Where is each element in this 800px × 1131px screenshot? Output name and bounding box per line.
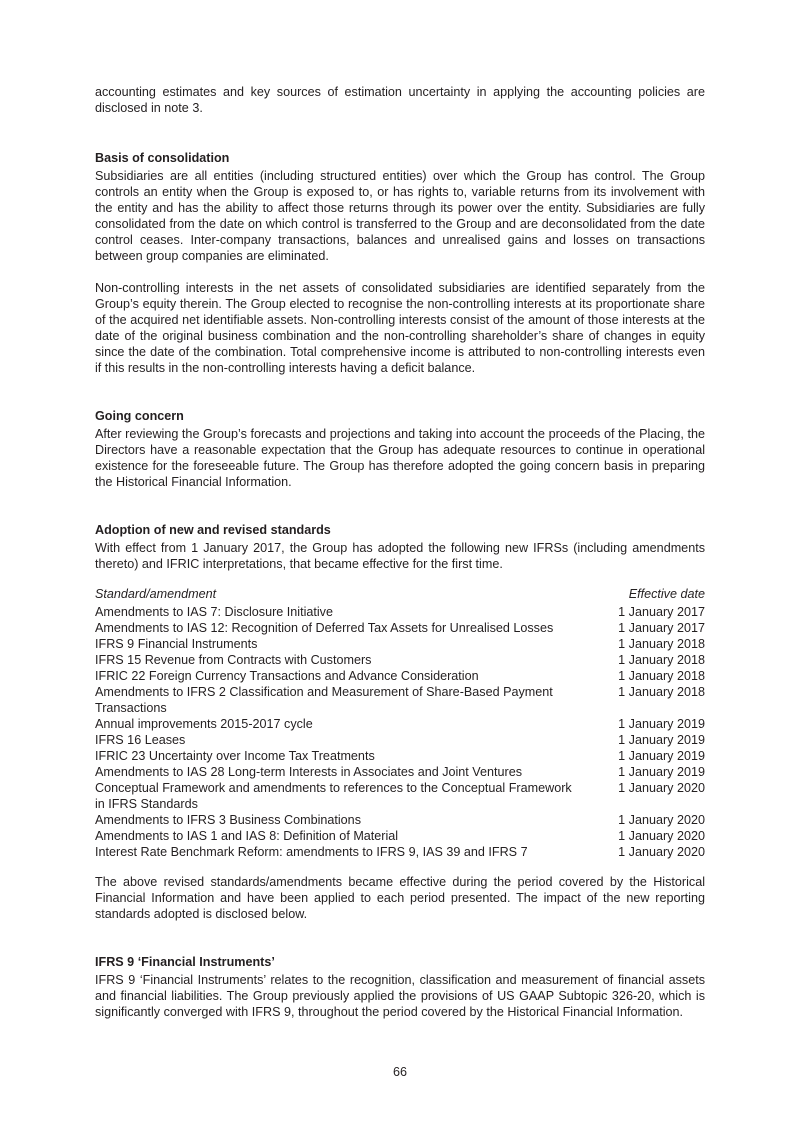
table-row [95,684,705,716]
page-number: 66 [392,1065,407,1079]
table-row [95,620,705,636]
standard-name: IFRS 9 Financial Instruments [95,637,258,651]
adoption-paragraph-2: The above revised standards/amendments became effective during the period covered by the Historical Financial Information and have been applied to each period presented. The impact of the new reporting standards adopted is disclosed below. [95,875,705,921]
effective-date: 1 January 2019 [618,733,705,747]
table-row [95,652,705,668]
table-row [95,844,705,860]
column-standard: Standard/amendment [95,587,217,601]
standard-name: Annual improvements 2015-2017 cycle [95,717,313,731]
basis-paragraph-1: Subsidiaries are all entities (including structured entities) over which the Group has control. The Group controls an entity when the Group is exposed to, or has rights to, variable returns from its involvement with the entity and has the ability to affect those returns through its power over the entity. Subsidiaries are fully consolidated from the date on which control is transferred to the Group and are deconsolidated from the date control ceases. Inter-company transactions, balances and unrealised gains and losses on transactions between group companies are eliminated. [95,169,705,263]
adoption-paragraph-1: With effect from 1 January 2017, the Group has adopted the following new IFRSs (including amendments thereto) and IFRIC interpretations, that became effective for the first time. [95,541,705,571]
standard-name: Amendments to IAS 28 Long-term Interests in Associates and Joint Ventures [95,765,523,779]
adoption-section [95,522,705,922]
table-row [95,764,705,780]
table-row [95,828,705,844]
standard-name: IFRS 15 Revenue from Contracts with Customers [95,653,372,667]
standard-name: Conceptual Framework and amendments to references to the Conceptual Framework in IFRS Standards [95,781,572,811]
effective-date: 1 January 2020 [618,813,705,827]
effective-date: 1 January 2017 [618,621,705,635]
page-content [95,84,705,1020]
standard-name: IFRIC 22 Foreign Currency Transactions and Advance Consideration [95,669,479,683]
table-row [95,716,705,732]
table-row [95,780,705,812]
ifrs9-heading: IFRS 9 ‘Financial Instruments’ [95,955,275,969]
table-row [95,636,705,652]
adoption-heading: Adoption of new and revised standards [95,523,331,537]
column-effective-date: Effective date [628,587,705,601]
basis-paragraph-2: Non-controlling interests in the net assets of consolidated subsidiaries are identified separately from the Group’s equity therein. The Group elected to recognise the non-controlling interests at its proportionate share of the acquired net identifiable assets. Non-controlling interests consist of the amount of those interests at the date of the original business combination and the non-controlling shareholder’s share of changes in equity since the date of the combination. Total comprehensive income is attributed to non-controlling interests even if this results in the non-controlling interests having a deficit balance. [95,281,705,375]
effective-date: 1 January 2018 [618,637,705,651]
effective-date: 1 January 2018 [618,685,705,699]
ifrs9-section [95,954,705,1020]
standard-name: Amendments to IFRS 2 Classification and Measurement of Share-Based Payment Transactions [95,685,553,715]
intro-paragraph: accounting estimates and key sources of estimation uncertainty in applying the accounting policies are disclosed in note 3. [95,85,705,115]
standards-table [95,586,705,860]
effective-date: 1 January 2020 [618,781,705,795]
standard-name: Amendments to IAS 12: Recognition of Deferred Tax Assets for Unrealised Losses [95,621,554,635]
effective-date: 1 January 2020 [618,829,705,843]
effective-date: 1 January 2019 [618,765,705,779]
standard-name: Amendments to IFRS 3 Business Combinations [95,813,361,827]
effective-date: 1 January 2020 [618,845,705,859]
going-concern-section [95,408,705,490]
standard-name: IFRIC 23 Uncertainty over Income Tax Treatments [95,749,375,763]
table-row [95,748,705,764]
effective-date: 1 January 2018 [618,669,705,683]
effective-date: 1 January 2018 [618,653,705,667]
table-row [95,812,705,828]
standards-table-header [95,586,705,604]
table-row [95,604,705,620]
effective-date: 1 January 2019 [618,749,705,763]
ifrs9-paragraph: IFRS 9 ‘Financial Instruments’ relates to the recognition, classification and measurement of financial assets and financial liabilities. The Group previously applied the provisions of US GAAP Subtopic 326-20, which is significantly converged with IFRS 9, throughout the period covered by the Historical Financial Information. [95,973,705,1019]
going-concern-heading: Going concern [95,409,184,423]
basis-of-consolidation-section [95,150,705,376]
going-concern-paragraph: After reviewing the Group’s forecasts and projections and taking into account the proceeds of the Placing, the Directors have a reasonable expectation that the Group has adequate resources to continue in operational existence for the foreseeable future. The Group has therefore adopted the going concern basis in preparing the Historical Financial Information. [95,427,705,489]
basis-heading: Basis of consolidation [95,151,230,165]
table-row [95,668,705,684]
effective-date: 1 January 2019 [618,717,705,731]
standards-table-body [95,604,705,860]
standard-name: Interest Rate Benchmark Reform: amendments to IFRS 9, IAS 39 and IFRS 7 [95,845,528,859]
standard-name: IFRS 16 Leases [95,733,186,747]
effective-date: 1 January 2017 [618,605,705,619]
table-row [95,732,705,748]
standard-name: Amendments to IAS 7: Disclosure Initiative [95,605,333,619]
standard-name: Amendments to IAS 1 and IAS 8: Definition of Material [95,829,399,843]
